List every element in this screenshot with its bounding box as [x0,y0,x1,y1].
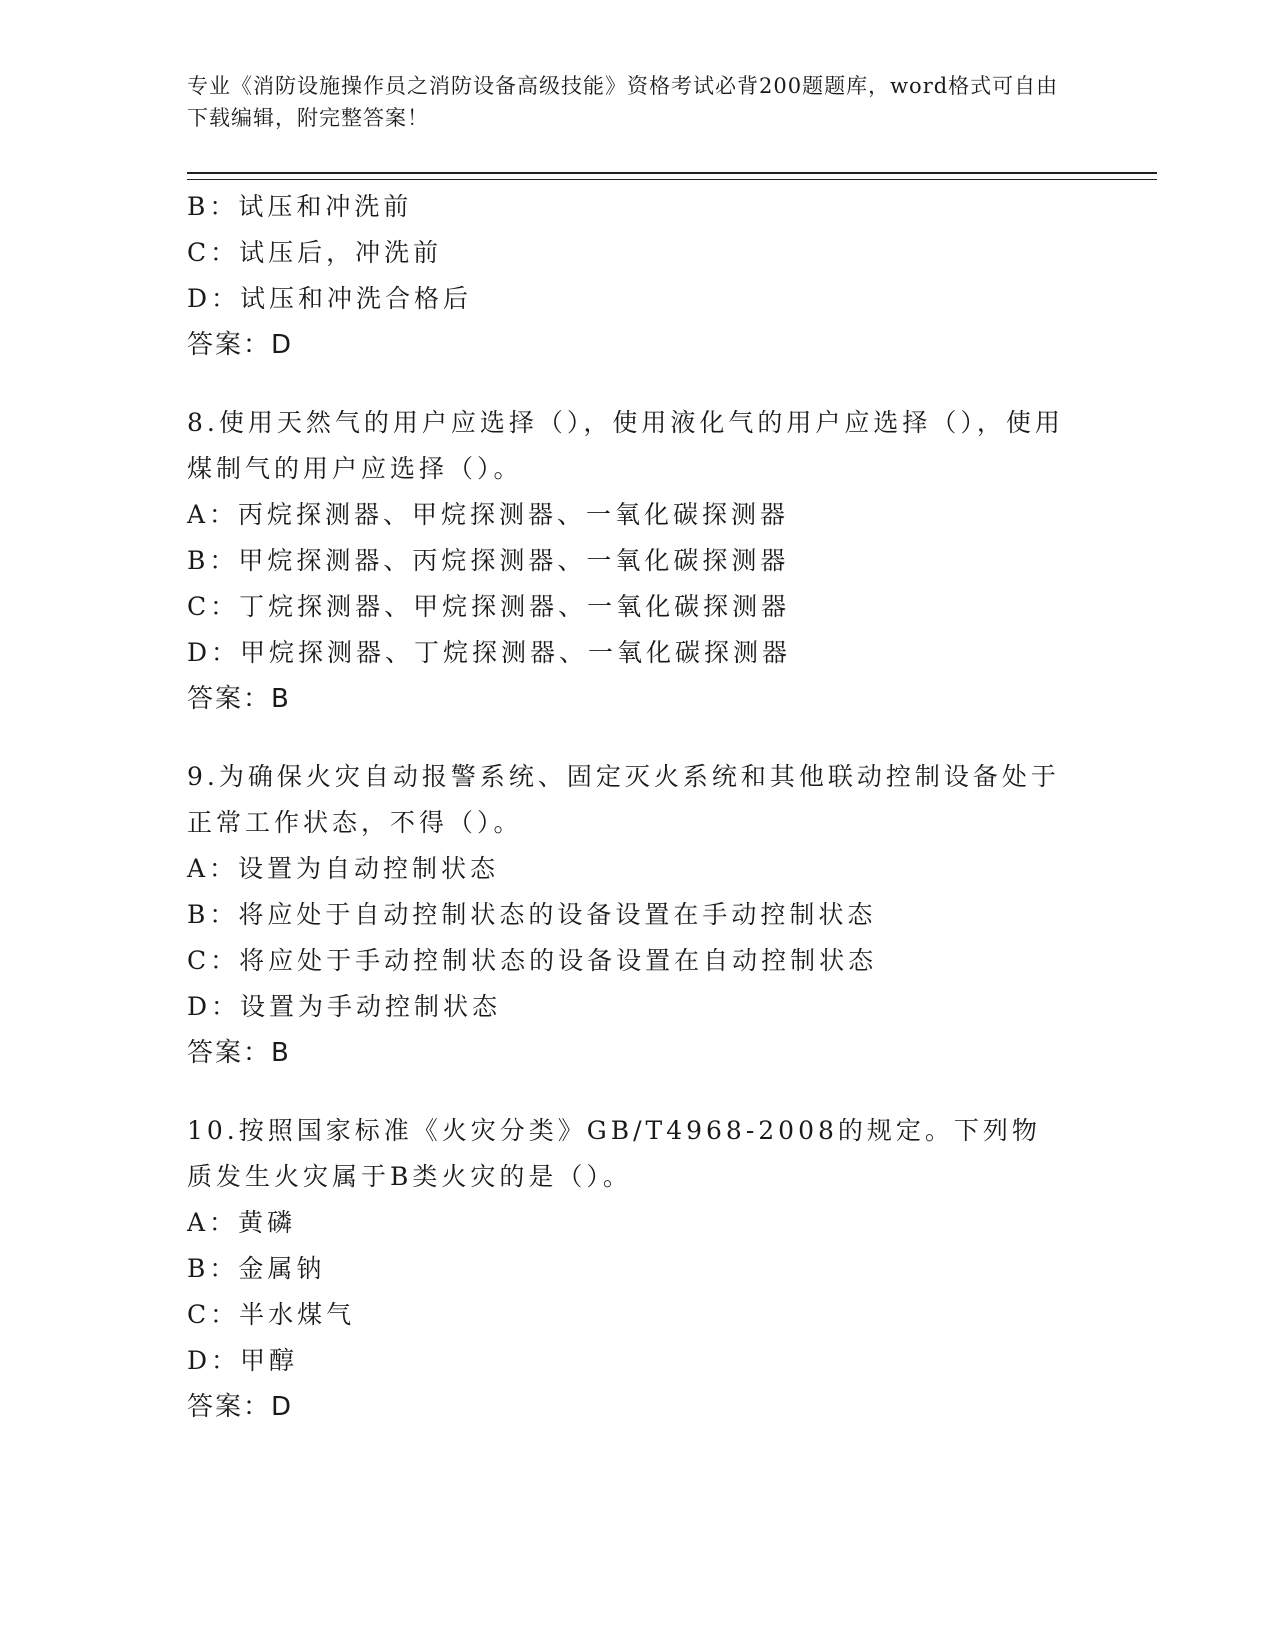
option-c: C：试压后，冲洗前 [187,238,443,267]
option-a: A：黄磷 [187,1208,297,1237]
document-header: 专业《消防设施操作员之消防设备高级技能》资格考试必背200题题库，word格式可自由下载编辑，附完整答案！ [187,74,1059,130]
question-8 [187,400,1067,722]
question-stem: 9.为确保火灾自动报警系统、固定灭火系统和其他联动控制设备处于正常工作状态，不得（）。 [187,762,1060,837]
option-d: D：甲烷探测器、丁烷探测器、一氧化碳探测器 [187,638,792,667]
question-10 [187,1108,1067,1430]
answer: 答案：B [187,1038,291,1068]
question-stem: 8.使用天然气的用户应选择（），使用液化气的用户应选择（），使用煤制气的用户应选择（）。 [187,408,1064,483]
option-b: B：金属钠 [187,1254,326,1283]
answer: 答案：D [187,1392,294,1422]
option-b: B：将应处于自动控制状态的设备设置在手动控制状态 [187,900,877,929]
option-d: D：甲醇 [187,1346,299,1375]
header-divider [187,172,1157,180]
option-c: C：半水煤气 [187,1300,356,1329]
question-stem: 10.按照国家标准《火灾分类》GB/T4968-2008的规定。下列物质发生火灾属于B类火灾的是（）。 [187,1116,1041,1191]
answer: 答案：B [187,684,291,714]
question-9 [187,754,1067,1076]
option-d: D：试压和冲洗合格后 [187,284,473,313]
question-list [187,184,1067,1430]
option-c: C：丁烷探测器、甲烷探测器、一氧化碳探测器 [187,592,791,621]
option-c: C：将应处于手动控制状态的设备设置在自动控制状态 [187,946,878,975]
option-d: D：设置为手动控制状态 [187,992,502,1021]
answer: 答案：D [187,330,294,360]
document-page [187,70,1067,1430]
option-a: A：设置为自动控制状态 [187,854,500,883]
option-a: A：丙烷探测器、甲烷探测器、一氧化碳探测器 [187,500,790,529]
option-b: B：试压和冲洗前 [187,192,413,221]
previous-question-tail [187,184,1067,368]
option-b: B：甲烷探测器、丙烷探测器、一氧化碳探测器 [187,546,790,575]
